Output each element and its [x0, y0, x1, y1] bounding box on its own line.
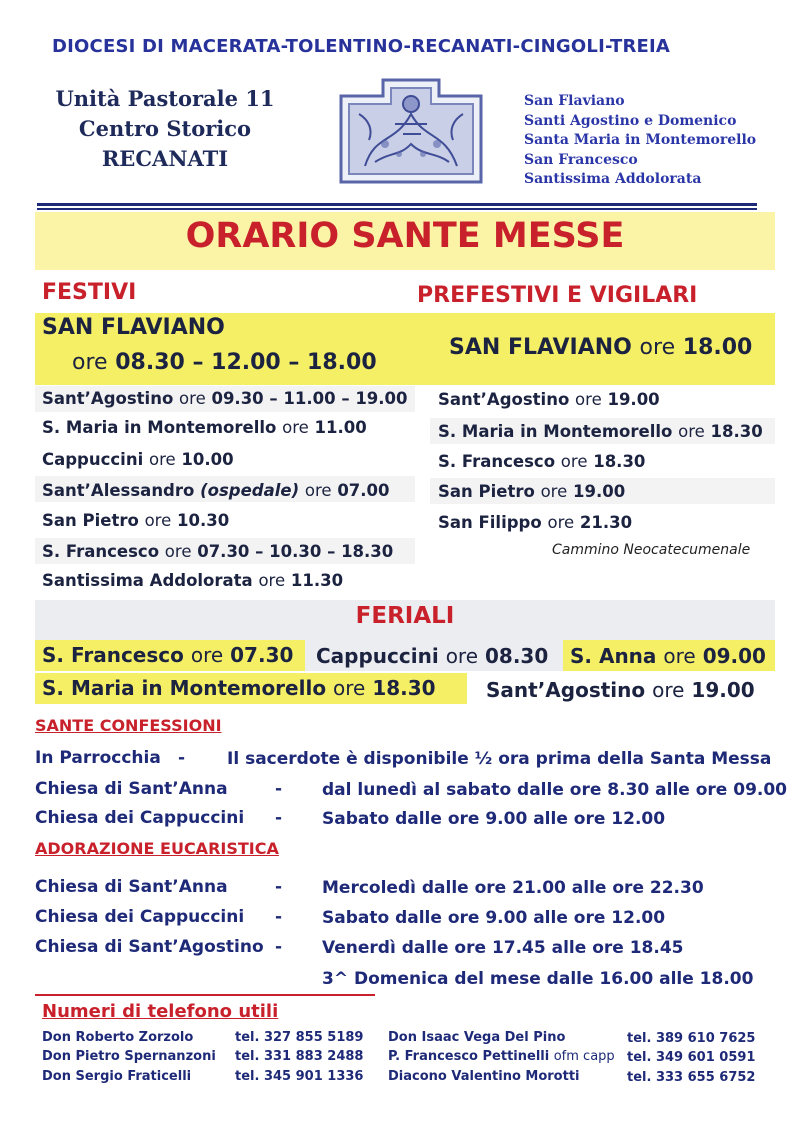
time-value: 08.30 [484, 644, 549, 668]
time-value: 19.00 [572, 482, 626, 501]
ore-label: ore [304, 481, 332, 500]
festivi-row [42, 542, 393, 561]
contact-phone: tel. 327 855 5189 [235, 1030, 364, 1045]
church-list-item: Santi Agostino e Domenico [524, 112, 737, 129]
ore-label: ore [72, 350, 108, 375]
contact-name-line [388, 1049, 615, 1064]
prefestivi-row [438, 390, 660, 409]
contact-phone: tel. 333 655 6752 [627, 1070, 756, 1085]
time-value: 09.30 – 11.00 – 19.00 [211, 389, 408, 408]
page-title: ORARIO SANTE MESSE [185, 216, 625, 256]
contact-name: Don Isaac Vega Del Pino [388, 1030, 566, 1045]
church-name: Cappuccini [42, 450, 144, 469]
pastoral-unit [40, 84, 290, 174]
ore-label: ore [333, 676, 366, 700]
time-value: 07.00 [337, 481, 390, 500]
time-value: 18.00 [682, 335, 753, 360]
separator-dash: - [275, 808, 283, 828]
festivi-main-church: SAN FLAVIANO [42, 315, 225, 340]
ore-label: ore [652, 678, 685, 702]
adoration-place: Chiesa dei Cappuccini [35, 907, 245, 927]
time-value: 18.30 [710, 422, 763, 441]
prefestivi-row [438, 482, 625, 501]
time-value: 07.30 [230, 643, 294, 667]
church-list-item: San Flaviano [524, 93, 625, 109]
confession-place: Chiesa dei Cappuccini [35, 808, 245, 828]
contact-name: Don Roberto Zorzolo [42, 1030, 194, 1045]
ore-label: ore [179, 389, 206, 408]
time-value: 08.30 – 12.00 – 18.00 [115, 350, 377, 375]
church-name: San Filippo [438, 513, 542, 532]
ore-label: ore [575, 390, 602, 409]
church-name: SAN FLAVIANO [449, 335, 632, 360]
separator-dash: - [275, 937, 283, 957]
contact-phone: tel. 349 601 0591 [627, 1050, 756, 1065]
time-value: 19.00 [691, 678, 755, 702]
adoration-place: Chiesa di Sant’Anna [35, 877, 228, 897]
church-name: S. Francesco [438, 452, 556, 471]
time-value: 10.30 [176, 511, 230, 530]
separator-dash: - [178, 748, 186, 768]
ore-label: ore [164, 542, 192, 561]
time-value: 21.30 [579, 513, 633, 532]
adoration-info: Mercoledì dalle ore 21.00 alle ore 22.30 [322, 878, 704, 898]
festivi-row [42, 418, 367, 437]
time-value: 07.30 – 10.30 – 18.30 [197, 542, 394, 561]
order-suffix: ofm capp [553, 1049, 615, 1064]
time-value: 19.00 [607, 390, 660, 409]
confession-info: dal lunedì al sabato dalle ore 8.30 alle ore 09.00 [322, 780, 788, 800]
header-rule [37, 203, 757, 206]
contact-name: Don Sergio Fraticelli [42, 1069, 192, 1084]
time-value: 09.00 [702, 644, 766, 668]
church-name: S. Maria in Montemorello [42, 418, 277, 437]
church-name: S. Francesco [42, 643, 184, 667]
feriali-item [42, 643, 293, 667]
separator-dash: - [275, 779, 283, 799]
feriali-item [486, 678, 755, 702]
time-value: 18.30 [593, 452, 646, 471]
prefestivi-row [438, 513, 632, 532]
contact-name: P. Francesco Pettinelli [388, 1049, 550, 1064]
time-value: 11.30 [290, 571, 344, 590]
neocatechumenal-note: Cammino Neocatecumenale [552, 542, 751, 558]
confession-place: In Parrocchia [35, 748, 161, 768]
church-name: Sant’Agostino [486, 678, 646, 702]
adoration-extra: 3^ Domenica del mese dalle 16.00 alle 18.00 [322, 969, 754, 989]
church-name: San Pietro [42, 511, 139, 530]
church-name: Cappuccini [316, 644, 439, 668]
festivi-row [42, 571, 343, 590]
ore-label: ore [560, 452, 588, 471]
church-name: Santissima Addolorata [42, 571, 253, 590]
contact-name: Diacono Valentino Morotti [388, 1069, 580, 1084]
unit-line: Centro Storico [78, 116, 252, 141]
diocese-title: DIOCESI DI MACERATA-TOLENTINO-RECANATI-CINGOLI-TREIA [52, 36, 671, 57]
ore-label: ore [144, 511, 172, 530]
ore-label: ore [547, 513, 575, 532]
prefestivi-row [438, 422, 763, 441]
ore-label: ore [258, 571, 286, 590]
unit-line: RECANATI [101, 146, 229, 171]
confession-info: Il sacerdote è disponibile ½ ora prima della Santa Messa [227, 749, 772, 769]
header-rule [37, 208, 757, 210]
contact-phone: tel. 345 901 1336 [235, 1069, 364, 1084]
church-name: S. Anna [570, 644, 657, 668]
feriali-item [42, 676, 436, 700]
church-name: Sant’Alessandro [42, 481, 195, 500]
prefestivi-main [449, 335, 752, 360]
church-list-item: Santissima Addolorata [524, 171, 702, 187]
contact-name: Don Pietro Spernanzoni [42, 1049, 216, 1064]
ore-label: ore [639, 335, 676, 360]
church-name: S. Maria in Montemorello [42, 676, 327, 700]
festivi-main-times [72, 350, 377, 375]
confessioni-heading: SANTE CONFESSIONI [35, 716, 222, 735]
church-note: (ospedale) [200, 481, 300, 500]
adoration-info: Venerdì dalle ore 17.45 alle ore 18.45 [322, 938, 684, 958]
festivi-row [42, 450, 234, 469]
church-name: Sant’Agostino [42, 389, 174, 408]
festivi-row [42, 511, 229, 530]
ore-label: ore [190, 643, 224, 667]
relief-emblem [335, 74, 487, 188]
contact-phone: tel. 331 883 2488 [235, 1049, 364, 1064]
ore-label: ore [148, 450, 176, 469]
church-list-item: San Francesco [524, 151, 638, 168]
church-list [524, 92, 756, 190]
ore-label: ore [445, 644, 479, 668]
ore-label: ore [678, 422, 705, 441]
church-name: Sant’Agostino [438, 390, 570, 409]
time-value: 11.00 [314, 418, 367, 437]
church-name: S. Francesco [42, 542, 160, 561]
feriali-heading: FERIALI [355, 603, 455, 629]
church-list-item: Santa Maria in Montemorello [524, 132, 757, 148]
confession-place: Chiesa di Sant’Anna [35, 779, 228, 799]
adorazione-heading: ADORAZIONE EUCARISTICA [35, 839, 279, 858]
church-name: San Pietro [438, 482, 535, 501]
festivi-row [42, 389, 408, 408]
church-name: S. Maria in Montemorello [438, 422, 673, 441]
contact-phone: tel. 389 610 7625 [627, 1031, 756, 1046]
prefestivi-heading: PREFESTIVI E VIGILARI [417, 283, 698, 308]
adoration-place: Chiesa di Sant’Agostino [35, 937, 264, 957]
ore-label: ore [540, 482, 568, 501]
confession-info: Sabato dalle ore 9.00 alle ore 12.00 [322, 809, 666, 829]
festivi-heading: FESTIVI [42, 280, 137, 305]
phones-heading: Numeri di telefono utili [42, 1001, 279, 1022]
ore-label: ore [282, 418, 309, 437]
separator-dash: - [275, 877, 283, 897]
separator-dash: - [275, 907, 283, 927]
festivi-row [42, 481, 390, 500]
feriali-item [316, 644, 548, 668]
unit-line: Unità Pastorale 11 [55, 86, 275, 111]
ore-label: ore [663, 644, 696, 668]
phones-rule [35, 994, 375, 996]
prefestivi-row [438, 452, 645, 471]
adoration-info: Sabato dalle ore 9.00 alle ore 12.00 [322, 908, 666, 928]
time-value: 10.00 [181, 450, 234, 469]
time-value: 18.30 [372, 676, 436, 700]
feriali-item [570, 644, 766, 668]
